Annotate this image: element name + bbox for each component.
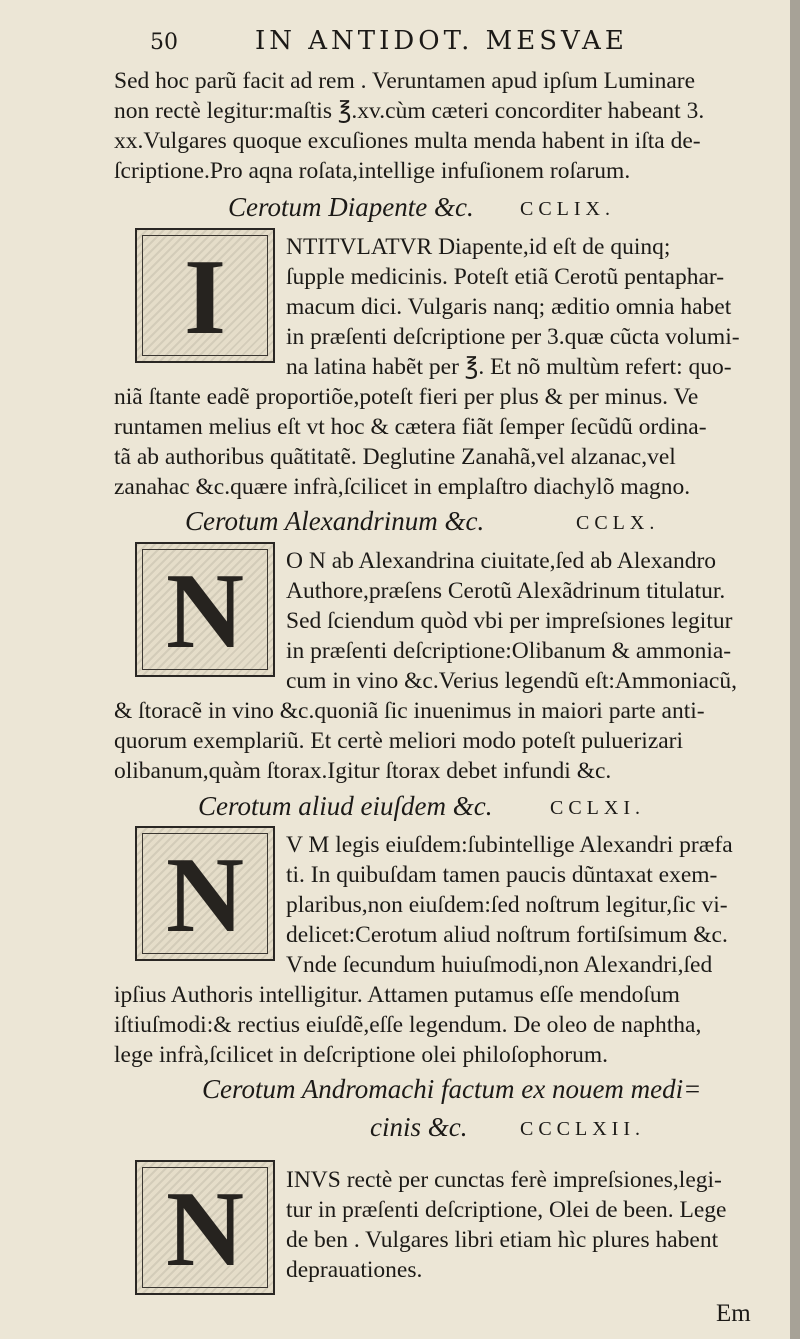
section-heading: Cerotum Alexandrinum &c. [185,506,485,536]
text-line: Sed ſciendum quòd vbi per impreſsiones legitur [286,608,733,634]
decorated-initial-N-icon: N [135,1160,275,1295]
section-number: CCLIX. [520,198,615,220]
text-line: lege infrà,ſcilicet in deſcriptione olei philoſophorum. [114,1042,609,1068]
decorated-initial-N-icon: N [135,826,275,961]
text-line: na latina habẽt per ℥. Et nõ multùm refert: quo- [286,354,732,380]
decorated-initial-N-icon: N [135,542,275,677]
section-heading: Cerotum aliud eiuſdem &c. [198,791,493,821]
text-line: non rectè legitur:maſtis ℥.xv.cùm cæteri concorditer habeant 3. [114,98,705,124]
section-heading: Cerotum Diapente &c. [228,192,474,222]
page-edge [790,0,800,1339]
section-heading: Cerotum Andromachi factum ex nouem medi= [202,1074,702,1104]
section-heading-continued: cinis &c. [370,1112,468,1142]
decorated-initial-I-icon: I [135,228,275,363]
text-line: Authore,præſens Cerotũ Alexãdrinum titulatur. [286,578,726,604]
text-line: O N ab Alexandrina ciuitate,ſed ab Alexandro [286,548,717,574]
section-number: CCLX. [576,512,660,534]
text-line: iſtiuſmodi:& rectius eiuſdẽ,eſſe legendum. De oleo de naphtha, [114,1012,702,1038]
running-header [0,24,790,64]
text-line: Vnde ſecundum huiuſmodi,non Alexandri,ſed [286,952,713,978]
text-line: ipſius Authoris intelligitur. Attamen putamus eſſe mendoſum [114,982,680,1008]
page-number: 50 [150,30,178,55]
text-line: NTITVLATVR Diapente,id eſt de quinq; [286,234,671,260]
section-number: CCLXI. [550,797,645,819]
text-line: olibanum,quàm ſtorax.Igitur ſtorax debet infundi &c. [114,758,612,784]
text-line: tã ab authoribus quãtitatẽ. Deglutine Zanahã,vel alzanac,vel [114,444,676,470]
text-line: xx.Vulgares quoque excuſiones multa menda habent in iſta de- [114,128,701,154]
text-line: plaribus,non eiuſdem:ſed noſtrum legitur,ſic vi- [286,892,728,918]
text-line: ti. In quibuſdam tamen paucis dũntaxat exem- [286,862,718,888]
running-title: IN ANTIDOT. MESVAE [255,26,628,56]
text-line: delicet:Cerotum aliud noſtrum fortiſsimum &c. [286,922,728,948]
text-line: in præſenti deſcriptione per 3.quæ cũcta volumi- [286,324,740,350]
text-line: macum dici. Vulgaris nanq; æditio omnia habet [286,294,732,320]
text-line: runtamen melius eſt vt hoc & cætera fiãt ſemper ſecũdũ ordina- [114,414,707,440]
text-line: tur in præſenti deſcriptione, Olei de been. Lege [286,1197,727,1223]
section-number: CCCLXII. [520,1118,645,1140]
text-line: de ben . Vulgares libri etiam hìc plures habent [286,1227,719,1253]
text-line: quorum exemplariũ. Et certè meliori modo poteſt puluerizari [114,728,684,754]
text-line: ſupple medicinis. Poteſt etiã Cerotũ pentaphar- [286,264,725,290]
text-line: cum in vino &c.Verius legendũ eſt:Ammoniacũ, [286,668,737,694]
text-line: INVS rectè per cunctas ferè impreſsiones,legi- [286,1167,722,1193]
text-line: niã ſtante eadẽ proportiõe,poteſt fieri per plus & per minus. Ve [114,384,699,410]
catchword: Em [716,1300,751,1327]
text-line: zanahac &c.quære infrà,ſcilicet in emplaſtro diachylõ magno. [114,474,691,500]
text-line: in præſenti deſcriptione:Olibanum & ammonia- [286,638,732,664]
text-line: ſcriptione.Pro aqna roſata,intellige infuſionem roſarum. [114,158,631,184]
text-line: Sed hoc parũ facit ad rem . Veruntamen apud ipſum Luminare [114,68,696,94]
text-line: deprauationes. [286,1257,423,1283]
text-line: V M legis eiuſdem:ſubintellige Alexandri præfa [286,832,733,858]
text-line: & ſtoracẽ in vino &c.quoniã ſic inuenimus in maiori parte anti- [114,698,705,724]
